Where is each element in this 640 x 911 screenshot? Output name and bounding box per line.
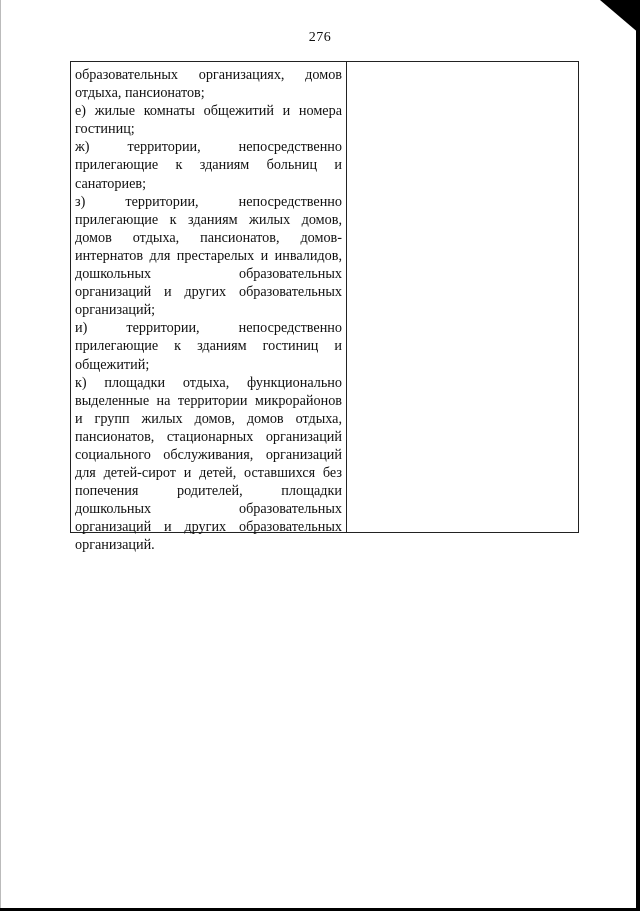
text-line: организаций и других образовательных: [75, 284, 342, 301]
text-line: гостиниц;: [75, 121, 135, 138]
text-line: санаториев;: [75, 175, 147, 192]
page-number: 276: [308, 30, 332, 45]
text-line: пансионатов, стационарных организаций: [75, 428, 342, 445]
text-line: и групп жилых домов, домов отдыха,: [75, 410, 342, 427]
text-line: организаций.: [75, 537, 155, 554]
scan-corner-fold: [600, 0, 640, 34]
text-line: интернатов для престарелых и инвалидов,: [75, 247, 342, 264]
text-line: для детей-сирот и детей, оставшихся без: [75, 465, 342, 482]
text-line: попечения родителей, площадки: [75, 483, 342, 500]
table-cell-left: [71, 62, 347, 554]
table-cell-right: [347, 62, 578, 532]
text-line: домов отдыха, пансионатов, домов-: [75, 229, 342, 246]
text-line: выделенные на территории микрорайонов: [75, 392, 342, 409]
document-table: [70, 61, 579, 554]
text-line: и) территории, непосредственно: [75, 320, 342, 337]
text-line: е) жилые комнаты общежитий и номера: [75, 103, 342, 120]
text-line: организаций и других образовательных: [75, 519, 342, 536]
text-line: прилегающие к зданиям гостиниц и: [75, 338, 342, 355]
text-line: прилегающие к зданиям больниц и: [75, 157, 342, 174]
text-line: дошкольных образовательных: [75, 501, 342, 518]
scan-edge-left: [0, 0, 1, 911]
text-line: ж) территории, непосредственно: [75, 139, 342, 156]
text-line: з) территории, непосредственно: [75, 193, 342, 210]
text-line: прилегающие к зданиям жилых домов,: [75, 211, 342, 228]
text-line: к) площадки отдыха, функционально: [75, 374, 342, 391]
text-line: образовательных организациях, домов: [75, 67, 342, 83]
text-line: дошкольных образовательных: [75, 266, 342, 283]
text-line: социального обслуживания, организаций: [75, 446, 342, 463]
text-line: организаций;: [75, 302, 156, 319]
scan-edge-right: [636, 0, 640, 911]
text-line: отдыха, пансионатов;: [75, 85, 205, 102]
text-line: общежитий;: [75, 356, 150, 373]
